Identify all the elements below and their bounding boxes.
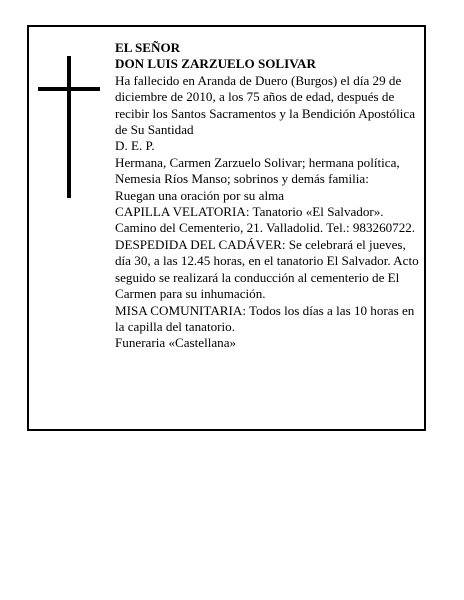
prayer-request: Ruegan una oración por su alma [115,187,285,203]
funeral-home: Funeraria «Castellana» [115,335,237,351]
farewell-info: DESPEDIDA DEL CADÁVER: Se celebrará el jueves, día 30, a las 12.45 horas, en el tanatorio El Salvador. Acto seguido se realizará la conducción al cementerio de El Carmen para su inhumación. [115,236,419,302]
chapel-info: CAPILLA VELATORIA: Tanatorio «El Salvador». Camino del Cementerio, 21. Valladolid. Tel.: 983260722. [115,204,416,236]
family-line: Hermana, Carmen Zarzuelo Solivar; hermana política, Nemesia Ríos Manso; sobrinos y demás familia: [115,154,400,187]
mass-info: MISA COMUNITARIA: Todos los días a las 10 horas en la capilla del tanatorio. [115,302,415,334]
deceased-name: DON LUIS ZARZUELO SOLIVAR [115,56,316,72]
obituary-notice [27,25,426,431]
cross-vertical-bar [67,56,71,198]
rip-line: D. E. P. [115,138,155,154]
death-announcement: Ha fallecido en Aranda de Duero (Burgos) el día 29 de diciembre de 2010, a los 75 años de edad, después de recibir los Santos Sacramentos y la Bendición Apostólica de Su Santidad [115,72,416,138]
notice-title: EL SEÑOR [115,40,181,55]
notice-text [115,40,421,352]
cross-horizontal-bar [38,87,100,91]
